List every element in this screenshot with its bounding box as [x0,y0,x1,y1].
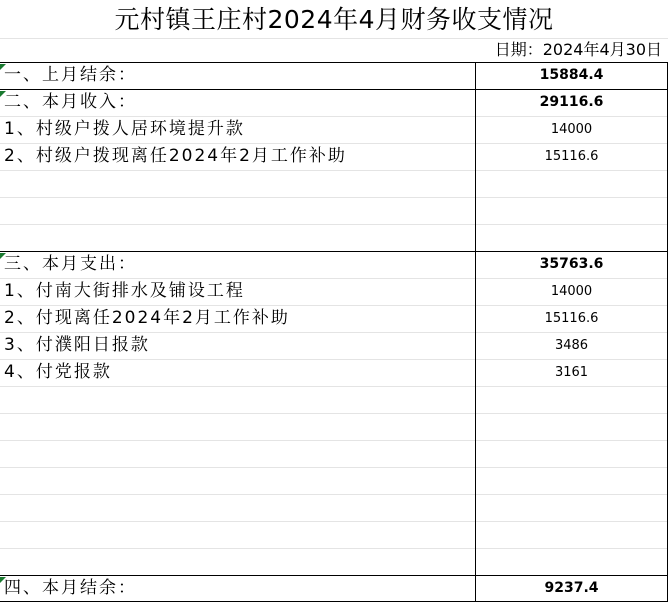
row-value: 35763.6 [539,256,604,272]
row-value [476,170,667,197]
row-value: 29116.6 [539,94,604,110]
row-label: 1、村级户拨人居环境提升款 [4,119,245,139]
row-label: 3、付濮阳日报款 [4,335,150,355]
section-divider [0,251,668,252]
row-value [476,548,667,575]
table-row[interactable] [0,116,667,144]
section-divider [0,89,668,90]
row-value: 15116.6 [544,311,599,326]
row-value [476,197,667,224]
finance-table [0,62,667,602]
row-value: 14000 [550,284,593,299]
row-label: 三、本月支出： [4,254,137,274]
table-border-top [0,62,668,63]
row-value [476,521,667,548]
row-value: 15884.4 [539,67,604,83]
row-label: 4、付党报款 [4,362,112,382]
table-row[interactable] [0,440,667,468]
row-label: 1、付南大街排水及铺设工程 [4,281,245,301]
row-value: 3486 [554,338,589,353]
row-label: 二、本月收入： [4,92,137,112]
row-value: 3161 [554,365,589,380]
row-label: 2、村级户拨现离任2024年2月工作补助 [4,146,347,166]
table-row[interactable] [0,89,667,117]
column-divider [475,62,476,602]
table-row[interactable] [0,170,667,198]
table-row[interactable] [0,521,667,549]
table-row[interactable] [0,413,667,441]
table-row[interactable] [0,143,667,171]
row-value: 15116.6 [544,149,599,164]
row-value [476,467,667,494]
row-value: 14000 [550,122,593,137]
table-row[interactable] [0,359,667,387]
row-value [476,386,667,413]
table-row[interactable] [0,251,667,279]
cell-indicator-icon [0,577,6,583]
report-date: 日期：2024年4月30日 [494,40,662,59]
sheet-title: 元村镇王庄村2024年4月财务收支情况 [114,5,554,34]
row-label: 四、本月结余： [4,578,137,598]
table-row[interactable] [0,467,667,495]
table-row[interactable] [0,62,667,90]
row-label: 2、付现离任2024年2月工作补助 [4,308,290,328]
row-value [476,440,667,467]
table-row[interactable] [0,224,667,252]
cell-indicator-icon [0,91,6,97]
table-row[interactable] [0,278,667,306]
table-row[interactable] [0,386,667,414]
cell-indicator-icon [0,253,6,259]
table-row[interactable] [0,548,667,576]
section-divider [0,575,668,576]
cell-indicator-icon [0,64,6,70]
table-row[interactable] [0,494,667,522]
table-row[interactable] [0,575,667,602]
row-value [476,224,667,251]
table-row[interactable] [0,197,667,225]
row-label: 一、上月结余： [4,65,137,85]
table-row[interactable] [0,332,667,360]
row-value [476,494,667,521]
row-value: 9237.4 [544,580,599,596]
row-value [476,413,667,440]
table-row[interactable] [0,305,667,333]
